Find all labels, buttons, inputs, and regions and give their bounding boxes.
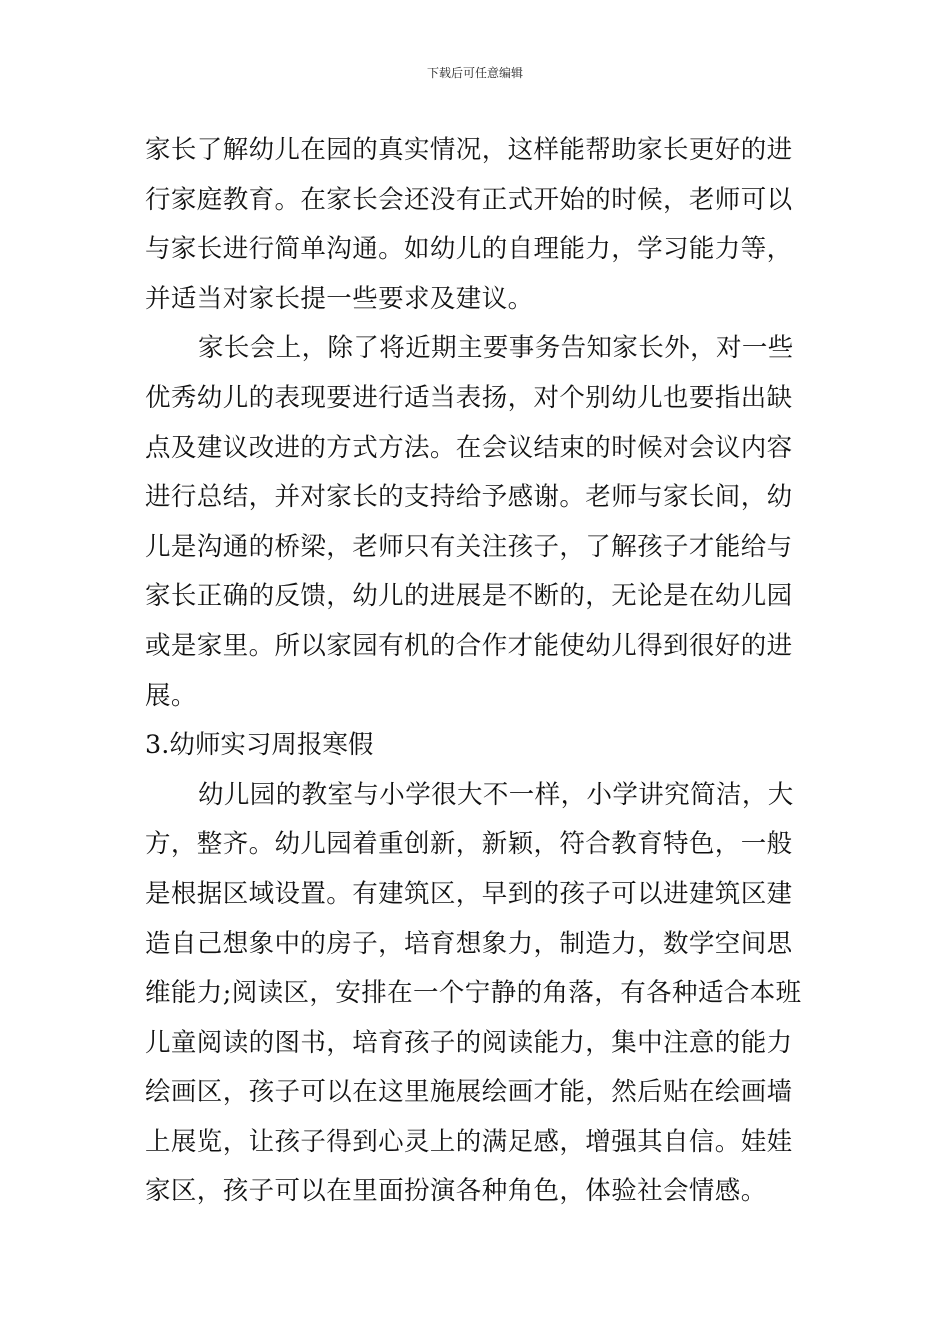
paragraph-line: 维能力;阅读区，安排在一个宁静的角落，有各种适合本班	[145, 978, 802, 1009]
paragraph-line: 家长正确的反馈，幼儿的进展是不断的，无论是在幼儿园	[145, 581, 793, 612]
paragraph-line: 优秀幼儿的表现要进行适当表扬，对个别幼儿也要指出缺	[145, 382, 793, 413]
paragraph-line: 家区，孩子可以在里面扮演各种角色，体验社会情感。	[145, 1176, 767, 1207]
section-heading: 3.幼师实习周报寒假	[145, 730, 374, 761]
paragraph-line: 并适当对家长提一些要求及建议。	[145, 283, 534, 314]
paragraph-line: 家长了解幼儿在园的真实情况，这样能帮助家长更好的进	[145, 135, 793, 165]
paragraph-line: 家长会上，除了将近期主要事务告知家长外，对一些	[198, 333, 794, 364]
paragraph-line: 是根据区域设置。有建筑区，早到的孩子可以进建筑区建	[145, 878, 793, 909]
paragraph-line: 或是家里。所以家园有机的合作才能使幼儿得到很好的进	[145, 630, 793, 661]
paragraph-line: 点及建议改进的方式方法。在会议结束的时候对会议内容	[145, 432, 793, 463]
paragraph-2	[145, 324, 809, 721]
paragraph-3	[145, 771, 809, 1217]
paragraph-line: 进行总结，并对家长的支持给予感谢。老师与家长间，幼	[145, 482, 793, 513]
paragraph-line: 幼儿园的教室与小学很大不一样，小学讲究简洁，大	[198, 779, 794, 810]
page-header: 下载后可任意编辑	[426, 66, 523, 80]
paragraph-line: 展。	[145, 680, 197, 711]
paragraph-line: 方，整齐。幼儿园着重创新，新颖，符合教育特色，一般	[145, 829, 793, 860]
paragraph-1	[145, 126, 809, 324]
paragraph-line: 上展览，让孩子得到心灵上的满足感，增强其自信。娃娃	[145, 1126, 793, 1157]
paragraph-line: 行家庭教育。在家长会还没有正式开始的时候，老师可以	[145, 184, 793, 215]
paragraph-line: 绘画区，孩子可以在这里施展绘画才能，然后贴在绘画墙	[145, 1077, 793, 1108]
paragraph-line: 造自己想象中的房子，培育想象力，制造力，数学空间思	[145, 928, 793, 959]
paragraph-line: 与家长进行简单沟通。如幼儿的自理能力，学习能力等，	[145, 234, 793, 265]
paragraph-line: 儿童阅读的图书，培育孩子的阅读能力，集中注意的能力	[145, 1027, 793, 1058]
paragraph-line: 儿是沟通的桥梁，老师只有关注孩子，了解孩子才能给与	[145, 531, 793, 562]
document-body	[145, 126, 809, 1217]
